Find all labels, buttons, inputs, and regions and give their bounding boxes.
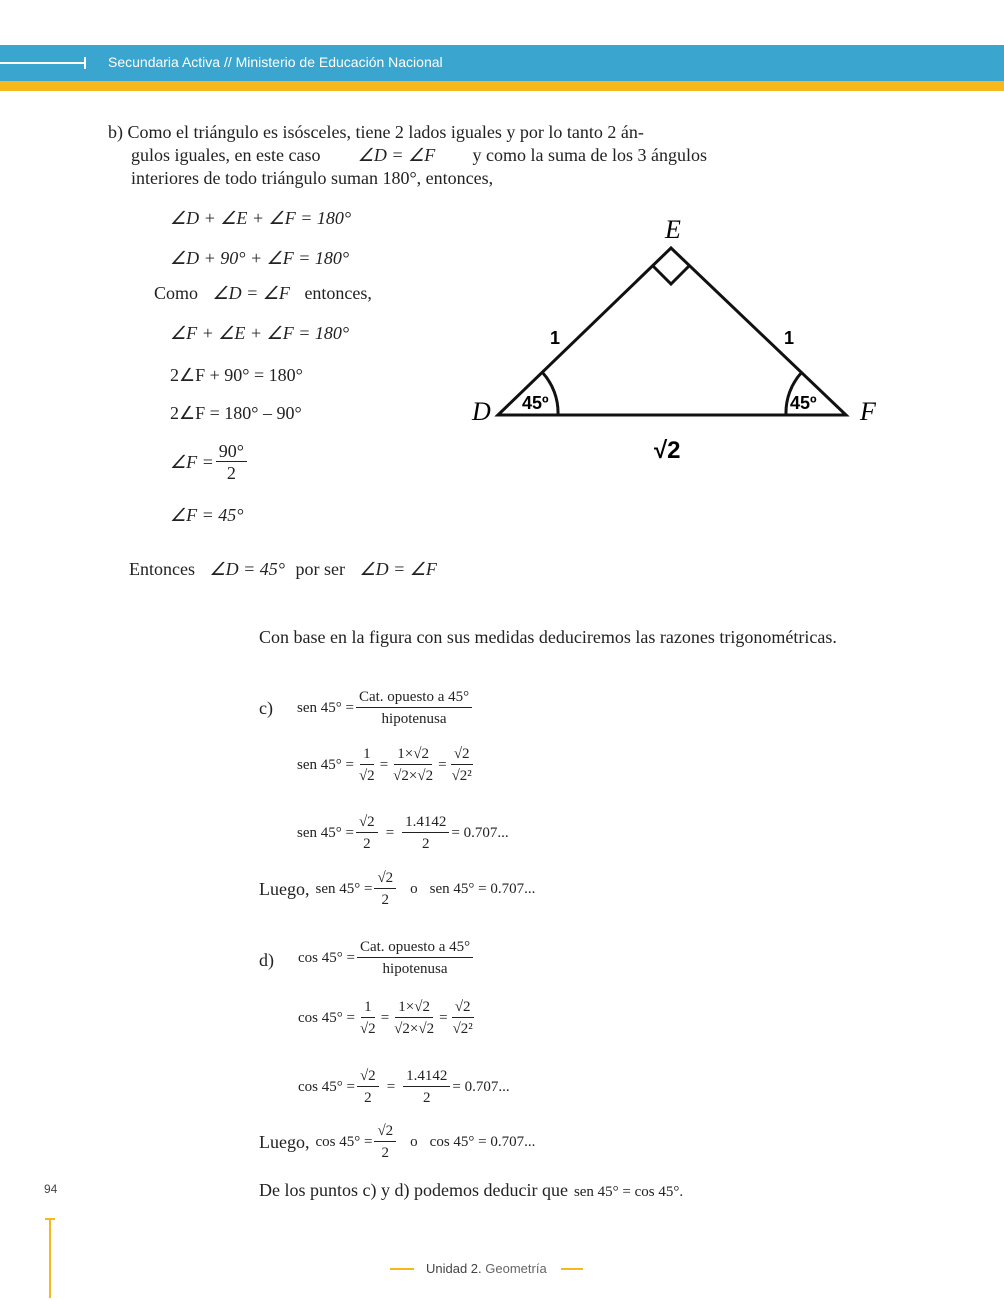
part-b-line2-b: y como la suma de los 3 ángulos	[472, 145, 707, 165]
part-d-line2-frac2-num: 1×√2	[395, 997, 433, 1018]
footer-rule-right	[561, 1268, 583, 1270]
part-d-line2-frac2	[391, 997, 437, 1040]
equation-6-numerator: 90°	[216, 441, 247, 462]
part-c-line1-lhs: sen 45° =	[297, 700, 354, 716]
part-b-line3: interiores de todo triángulo suman 180°, entonces,	[131, 168, 494, 188]
part-c-line2-frac2-num: 1×√2	[394, 744, 432, 765]
final-text: De los puntos c) y d) podemos deducir que	[259, 1180, 568, 1200]
part-c-line3-frac2-num: 1.4142	[402, 812, 449, 833]
part-c-label: c)	[259, 698, 273, 718]
conclusion-eq-1: ∠D = 45°	[209, 559, 285, 579]
part-d-line1-num: Cat. opuesto a 45°	[357, 937, 473, 958]
angle-label-d: 45º	[522, 393, 549, 413]
equation-3: ∠F + ∠E + ∠F = 180°	[170, 323, 350, 343]
part-c-line2-frac3-num: √2	[451, 744, 473, 765]
part-d-luego-tail: cos 45° = 0.707...	[429, 1134, 536, 1150]
part-d-luego-line	[259, 1121, 535, 1164]
side-label-df: √2	[654, 437, 681, 464]
part-d-line2-frac3-den: √2²	[452, 1021, 473, 1037]
como-equation: ∠D = ∠F	[212, 283, 290, 303]
part-d-line3-frac1-num: √2	[357, 1066, 379, 1087]
part-d-line3: cos 45° = $\frac{√2}{2}$ = $\frac{1.4142}{2}$ = 0.707...	[298, 1066, 510, 1109]
part-d-line1	[298, 937, 475, 980]
part-c-luego-tail: sen 45° = 0.707...	[429, 881, 536, 897]
part-d-luego-num: √2	[374, 1121, 396, 1142]
page-number: 94	[44, 1182, 58, 1196]
part-c-line3-frac1-num: √2	[356, 812, 378, 833]
final-equation: sen 45° = cos 45°.	[573, 1184, 684, 1200]
part-d-line3-tail: = 0.707...	[452, 1079, 510, 1095]
part-c-line2-frac1-num: 1	[360, 744, 374, 765]
angle-label-f: 45º	[790, 393, 817, 413]
conclusion-line	[129, 558, 437, 581]
part-c-line1	[297, 687, 474, 730]
equation-7: ∠F = 45°	[170, 505, 244, 525]
part-d-line1-lhs: cos 45° =	[298, 950, 355, 966]
header-rule	[0, 62, 86, 64]
equation-6-lhs: ∠F =	[170, 452, 214, 472]
part-c-line2-frac2-den: √2×√2	[393, 768, 434, 784]
part-c-line3-frac2	[402, 812, 449, 855]
part-d-line2-frac3-num: √2	[452, 997, 474, 1018]
side-label-de: 1	[550, 328, 561, 348]
part-b-line2	[131, 144, 707, 167]
part-b-line2-eq: ∠D = ∠F	[357, 145, 436, 165]
header-title: Secundaria Activa // Ministerio de Educación Nacional	[108, 54, 443, 70]
como-label: Como	[154, 283, 199, 303]
part-c-luego-den: 2	[381, 892, 390, 908]
part-c-line2-frac3-den: √2²	[451, 768, 472, 784]
margin-rule	[49, 1218, 51, 1298]
header-accent-band	[0, 81, 1004, 91]
part-d-luego-fraction	[374, 1121, 396, 1164]
right-angle-marker	[653, 266, 689, 284]
part-d-line3-frac1-den: 2	[364, 1090, 372, 1106]
equation-6-denominator: 2	[226, 463, 236, 483]
footer-unit: Unidad 2.	[426, 1261, 482, 1276]
conclusion-text-a: Entonces	[129, 559, 195, 579]
part-d-luego-label: Luego,	[259, 1132, 310, 1152]
part-d-luego-den: 2	[381, 1145, 390, 1161]
part-b-line2-a: gulos iguales, en este caso	[131, 145, 321, 165]
part-c-line1-fraction	[356, 687, 472, 730]
part-c-line3-lhs: sen 45° =	[297, 825, 354, 841]
part-d-line1-den: hipotenusa	[382, 961, 448, 977]
como-line	[154, 282, 372, 305]
part-d-line1-fraction	[357, 937, 473, 980]
equation-6	[170, 441, 249, 484]
part-c-line2-frac1	[356, 744, 378, 787]
part-c-line1-den: hipotenusa	[381, 711, 447, 727]
part-c-luego-label: Luego,	[259, 879, 310, 899]
equation-5: 2∠F = 180° – 90°	[170, 403, 302, 423]
footer-topic: Geometría	[485, 1261, 547, 1276]
part-c-luego-o: o	[410, 881, 418, 897]
part-d-line3-lhs: cos 45° =	[298, 1079, 355, 1095]
footer-label	[426, 1261, 547, 1276]
part-b-line1: b) Como el triángulo es isósceles, tiene 2 lados iguales y por lo tanto 2 án-	[108, 122, 644, 142]
final-line	[259, 1179, 683, 1202]
part-d-line2-frac1-den: √2	[359, 1021, 376, 1037]
part-c-line2-frac2	[390, 744, 436, 787]
vertex-label-f: F	[860, 397, 876, 426]
part-d-label: d)	[259, 950, 274, 970]
margin-rule-tick	[45, 1218, 55, 1220]
triangle-diagram	[460, 210, 900, 470]
vertex-label-d: D	[472, 397, 491, 426]
conclusion-text-b: por ser	[295, 559, 345, 579]
part-c-line2: sen 45° = $\frac{1}{√2}$ = $\frac{1\times√2}{√2\times√2}$ = $\frac{√2}{\text{√2²}}$	[297, 744, 477, 787]
part-c-line1-num: Cat. opuesto a 45°	[356, 687, 472, 708]
part-c-luego-lhs: sen 45° =	[315, 881, 373, 897]
part-c-luego-fraction	[374, 868, 396, 911]
conclusion-eq-2: ∠D = ∠F	[359, 559, 437, 579]
part-d-line3-frac1	[357, 1066, 379, 1109]
part-c-luego-line	[259, 868, 535, 911]
part-c-line3: sen 45° = $\frac{√2}{2}$ = $\frac{1.4142}{2}$ = 0.707...	[297, 812, 509, 855]
como-tail: entonces,	[304, 283, 372, 303]
part-d-luego-lhs: cos 45° =	[315, 1134, 373, 1150]
part-d-line2-frac1-num: 1	[361, 997, 375, 1018]
part-d-line2-frac3	[450, 997, 476, 1040]
vertex-label-e: E	[665, 215, 681, 244]
part-c-line2-lhs: sen 45° =	[297, 757, 354, 773]
part-d-line3-frac2	[403, 1066, 450, 1109]
intro-sentence: Con base en la figura con sus medidas deduciremos las razones trigonométricas.	[259, 627, 837, 647]
part-c-line3-tail: = 0.707...	[451, 825, 509, 841]
equation-6-fraction	[216, 441, 247, 484]
part-c-luego-num: √2	[374, 868, 396, 889]
part-d-line3-frac2-den: 2	[423, 1090, 431, 1106]
footer-rule-left	[390, 1268, 414, 1270]
side-label-ef: 1	[784, 328, 795, 348]
equation-1: ∠D + ∠E + ∠F = 180°	[170, 208, 352, 228]
part-d-line2-lhs: cos 45° =	[298, 1010, 355, 1026]
part-c-line3-frac1	[356, 812, 378, 855]
part-c-line3-frac2-den: 2	[422, 836, 430, 852]
part-d-line2: cos 45° = $\frac{1}{√2}$ = $\frac{1\times√2}{√2\times√2}$ = $\frac{√2}{\text{√2²}}$	[298, 997, 478, 1040]
part-d-line2-frac1	[357, 997, 379, 1040]
equation-4: 2∠F + 90° = 180°	[170, 365, 303, 385]
part-c-line2-frac1-den: √2	[358, 768, 375, 784]
part-c-line3-frac1-den: 2	[363, 836, 371, 852]
part-d-line3-frac2-num: 1.4142	[403, 1066, 450, 1087]
header-rule-tick	[84, 57, 86, 69]
part-d-line2-frac2-den: √2×√2	[394, 1021, 435, 1037]
part-c-line2-frac3	[449, 744, 475, 787]
equation-2: ∠D + 90° + ∠F = 180°	[170, 248, 350, 268]
part-d-luego-o: o	[410, 1134, 418, 1150]
